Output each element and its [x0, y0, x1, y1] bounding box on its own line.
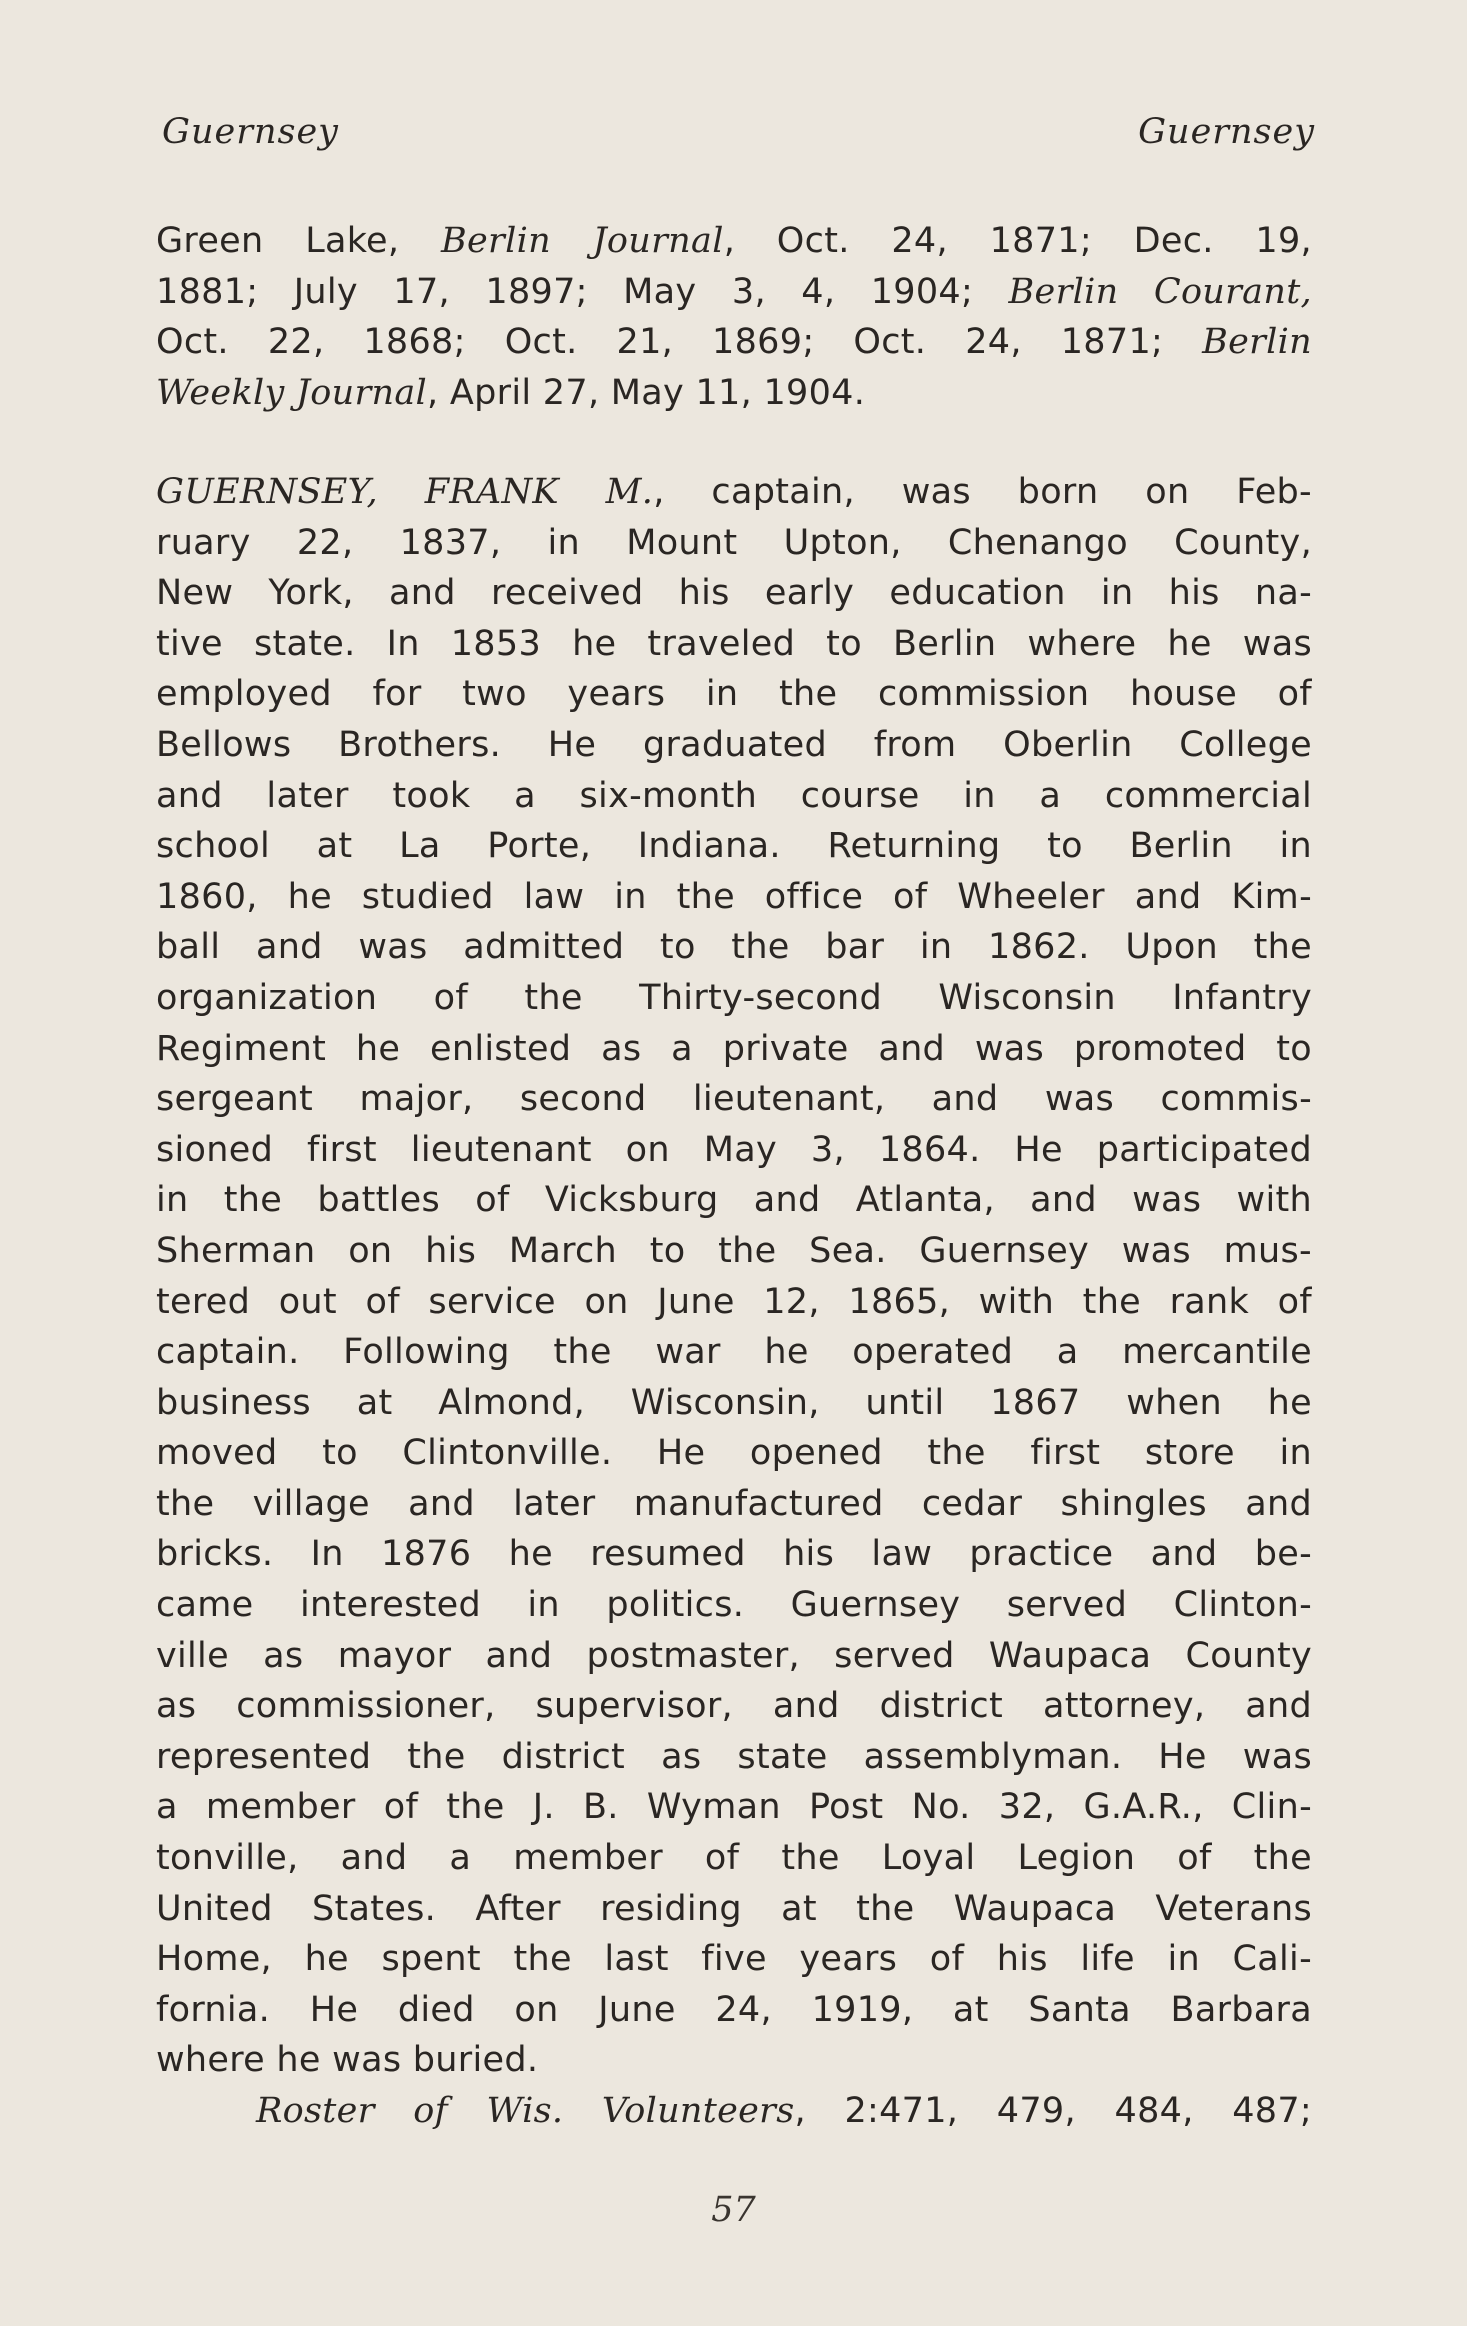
- biography-line: [156, 669, 1312, 720]
- biography-line: [156, 1125, 1312, 1176]
- text-run: as commissioner, supervisor, and district attorney, and: [156, 1686, 1312, 1727]
- biography-line: [156, 1378, 1312, 1429]
- biography-line: [156, 568, 1312, 619]
- text-run: bricks. In 1876 he resumed his law practice and be-: [156, 1534, 1312, 1575]
- text-run: school at La Porte, Indiana. Returning to Berlin in: [156, 826, 1312, 867]
- biography-line: [156, 771, 1312, 822]
- text-run: , 2:471, 479, 484, 487;: [794, 2091, 1312, 2131]
- text-run: fornia. He died on June 24, 1919, at Santa Barbara: [156, 1989, 1312, 2030]
- biography-line: [156, 2086, 1312, 2137]
- italic-text: Berlin Journal: [441, 221, 724, 261]
- biography-line: [156, 1732, 1312, 1783]
- paragraph-biography: [156, 467, 1312, 2137]
- biography-line: [156, 518, 1312, 569]
- text-run: and later took a six-month course in a commercial: [156, 775, 1312, 816]
- text-run: moved to Clintonville. He opened the first store in: [156, 1433, 1312, 1474]
- text-run: in the battles of Vicksburg and Atlanta, and was with: [156, 1180, 1312, 1221]
- text-run: ball and was admitted to the bar in 1862. Upon the: [156, 927, 1312, 968]
- text-run: represented the district as state assemblyman. He was: [156, 1736, 1312, 1777]
- text-run: Bellows Brothers. He graduated from Oberlin College: [156, 724, 1312, 765]
- biography-line: [156, 1782, 1312, 1833]
- text-run: tive state. In 1853 he traveled to Berlin where he was: [156, 623, 1312, 664]
- text-run: 1860, he studied law in the office of Wheeler and Kim-: [156, 876, 1312, 917]
- biography-line: [156, 1175, 1312, 1226]
- biography-line: [156, 922, 1312, 973]
- page-number: 57: [711, 2190, 756, 2230]
- biography-line: [156, 1479, 1312, 1530]
- biography-line: [156, 1428, 1312, 1479]
- italic-text: Weekly Journal: [156, 372, 428, 413]
- text-run: Green Lake,: [156, 221, 442, 261]
- text-run: Sherman on his March to the Sea. Guernsey was mus-: [156, 1230, 1312, 1271]
- biography-line: [156, 1934, 1312, 1985]
- text-run: a member of the J. B. Wyman Post No. 32, G.A.R., Clin-: [156, 1787, 1312, 1828]
- italic-text: Berlin: [1202, 322, 1312, 363]
- text-run: employed for two years in the commission house of: [156, 674, 1312, 715]
- biography-line: [156, 1985, 1312, 2036]
- text-run: came interested in politics. Guernsey served Clinton-: [156, 1585, 1312, 1626]
- italic-text: GUERNSEY, FRANK M.: [156, 472, 654, 512]
- biography-line: [156, 821, 1312, 872]
- biography-line: [156, 1226, 1312, 1277]
- text-run: 1881; July 17, 1897; May 3, 4, 1904;: [156, 271, 1009, 312]
- biography-line: [156, 1631, 1312, 1682]
- biography-line: [156, 973, 1312, 1024]
- biography-line: [156, 1024, 1312, 1075]
- text-run: Home, he spent the last five years of his life in Cali-: [156, 1939, 1312, 1980]
- sources-line: [156, 368, 1312, 419]
- text-run: ruary 22, 1837, in Mount Upton, Chenango County,: [156, 522, 1312, 563]
- biography-line: [156, 1277, 1312, 1328]
- running-head-right: Guernsey: [1138, 112, 1315, 152]
- biography-line: [156, 720, 1312, 771]
- text-run: United States. After residing at the Waupaca Veterans: [156, 1888, 1312, 1929]
- italic-text: Roster of Wis. Volunteers: [256, 2091, 795, 2131]
- text-run: organization of the Thirty-second Wisconsin Infantry: [156, 977, 1312, 1018]
- text-run: sergeant major, second lieutenant, and was commis-: [156, 1079, 1312, 1120]
- text-run: tered out of service on June 12, 1865, with the rank of: [156, 1281, 1312, 1322]
- text-run: tonville, and a member of the Loyal Legion of the: [156, 1838, 1312, 1879]
- paragraph-sources: [156, 216, 1312, 418]
- biography-line: [156, 1833, 1312, 1884]
- text-run: business at Almond, Wisconsin, until 1867 when he: [156, 1382, 1312, 1423]
- text-run: ville as mayor and postmaster, served Waupaca County: [156, 1635, 1312, 1676]
- biography-line: [156, 1074, 1312, 1125]
- text-run: , April 27, May 11, 1904.: [427, 372, 866, 413]
- biography-line: [156, 1529, 1312, 1580]
- text-run: , Oct. 24, 1871; Dec. 19,: [723, 221, 1312, 261]
- running-head-left: Guernsey: [162, 112, 339, 152]
- text-run: Oct. 22, 1868; Oct. 21, 1869; Oct. 24, 1871;: [156, 322, 1203, 363]
- text-run: where he was buried.: [156, 2040, 539, 2081]
- biography-line: [156, 872, 1312, 923]
- biography-line: [156, 1681, 1312, 1732]
- italic-text: Berlin Courant,: [1008, 271, 1312, 312]
- text-run: , captain, was born on Feb-: [653, 472, 1312, 512]
- text-run: captain. Following the war he operated a mercantile: [156, 1332, 1312, 1373]
- text-run: sioned first lieutenant on May 3, 1864. He participated: [156, 1129, 1312, 1170]
- biography-line: [156, 619, 1312, 670]
- sources-line: [156, 267, 1312, 318]
- biography-line: [156, 1327, 1312, 1378]
- biography-line: [156, 1580, 1312, 1631]
- text-run: the village and later manufactured cedar shingles and: [156, 1483, 1312, 1524]
- sources-line: [156, 216, 1312, 267]
- sources-line: [156, 317, 1312, 368]
- biography-line: [156, 1884, 1312, 1935]
- biography-line: [156, 2035, 1312, 2086]
- text-run: Regiment he enlisted as a private and was promoted to: [156, 1028, 1312, 1069]
- text-run: New York, and received his early education in his na-: [156, 573, 1312, 614]
- biography-line: [156, 467, 1312, 518]
